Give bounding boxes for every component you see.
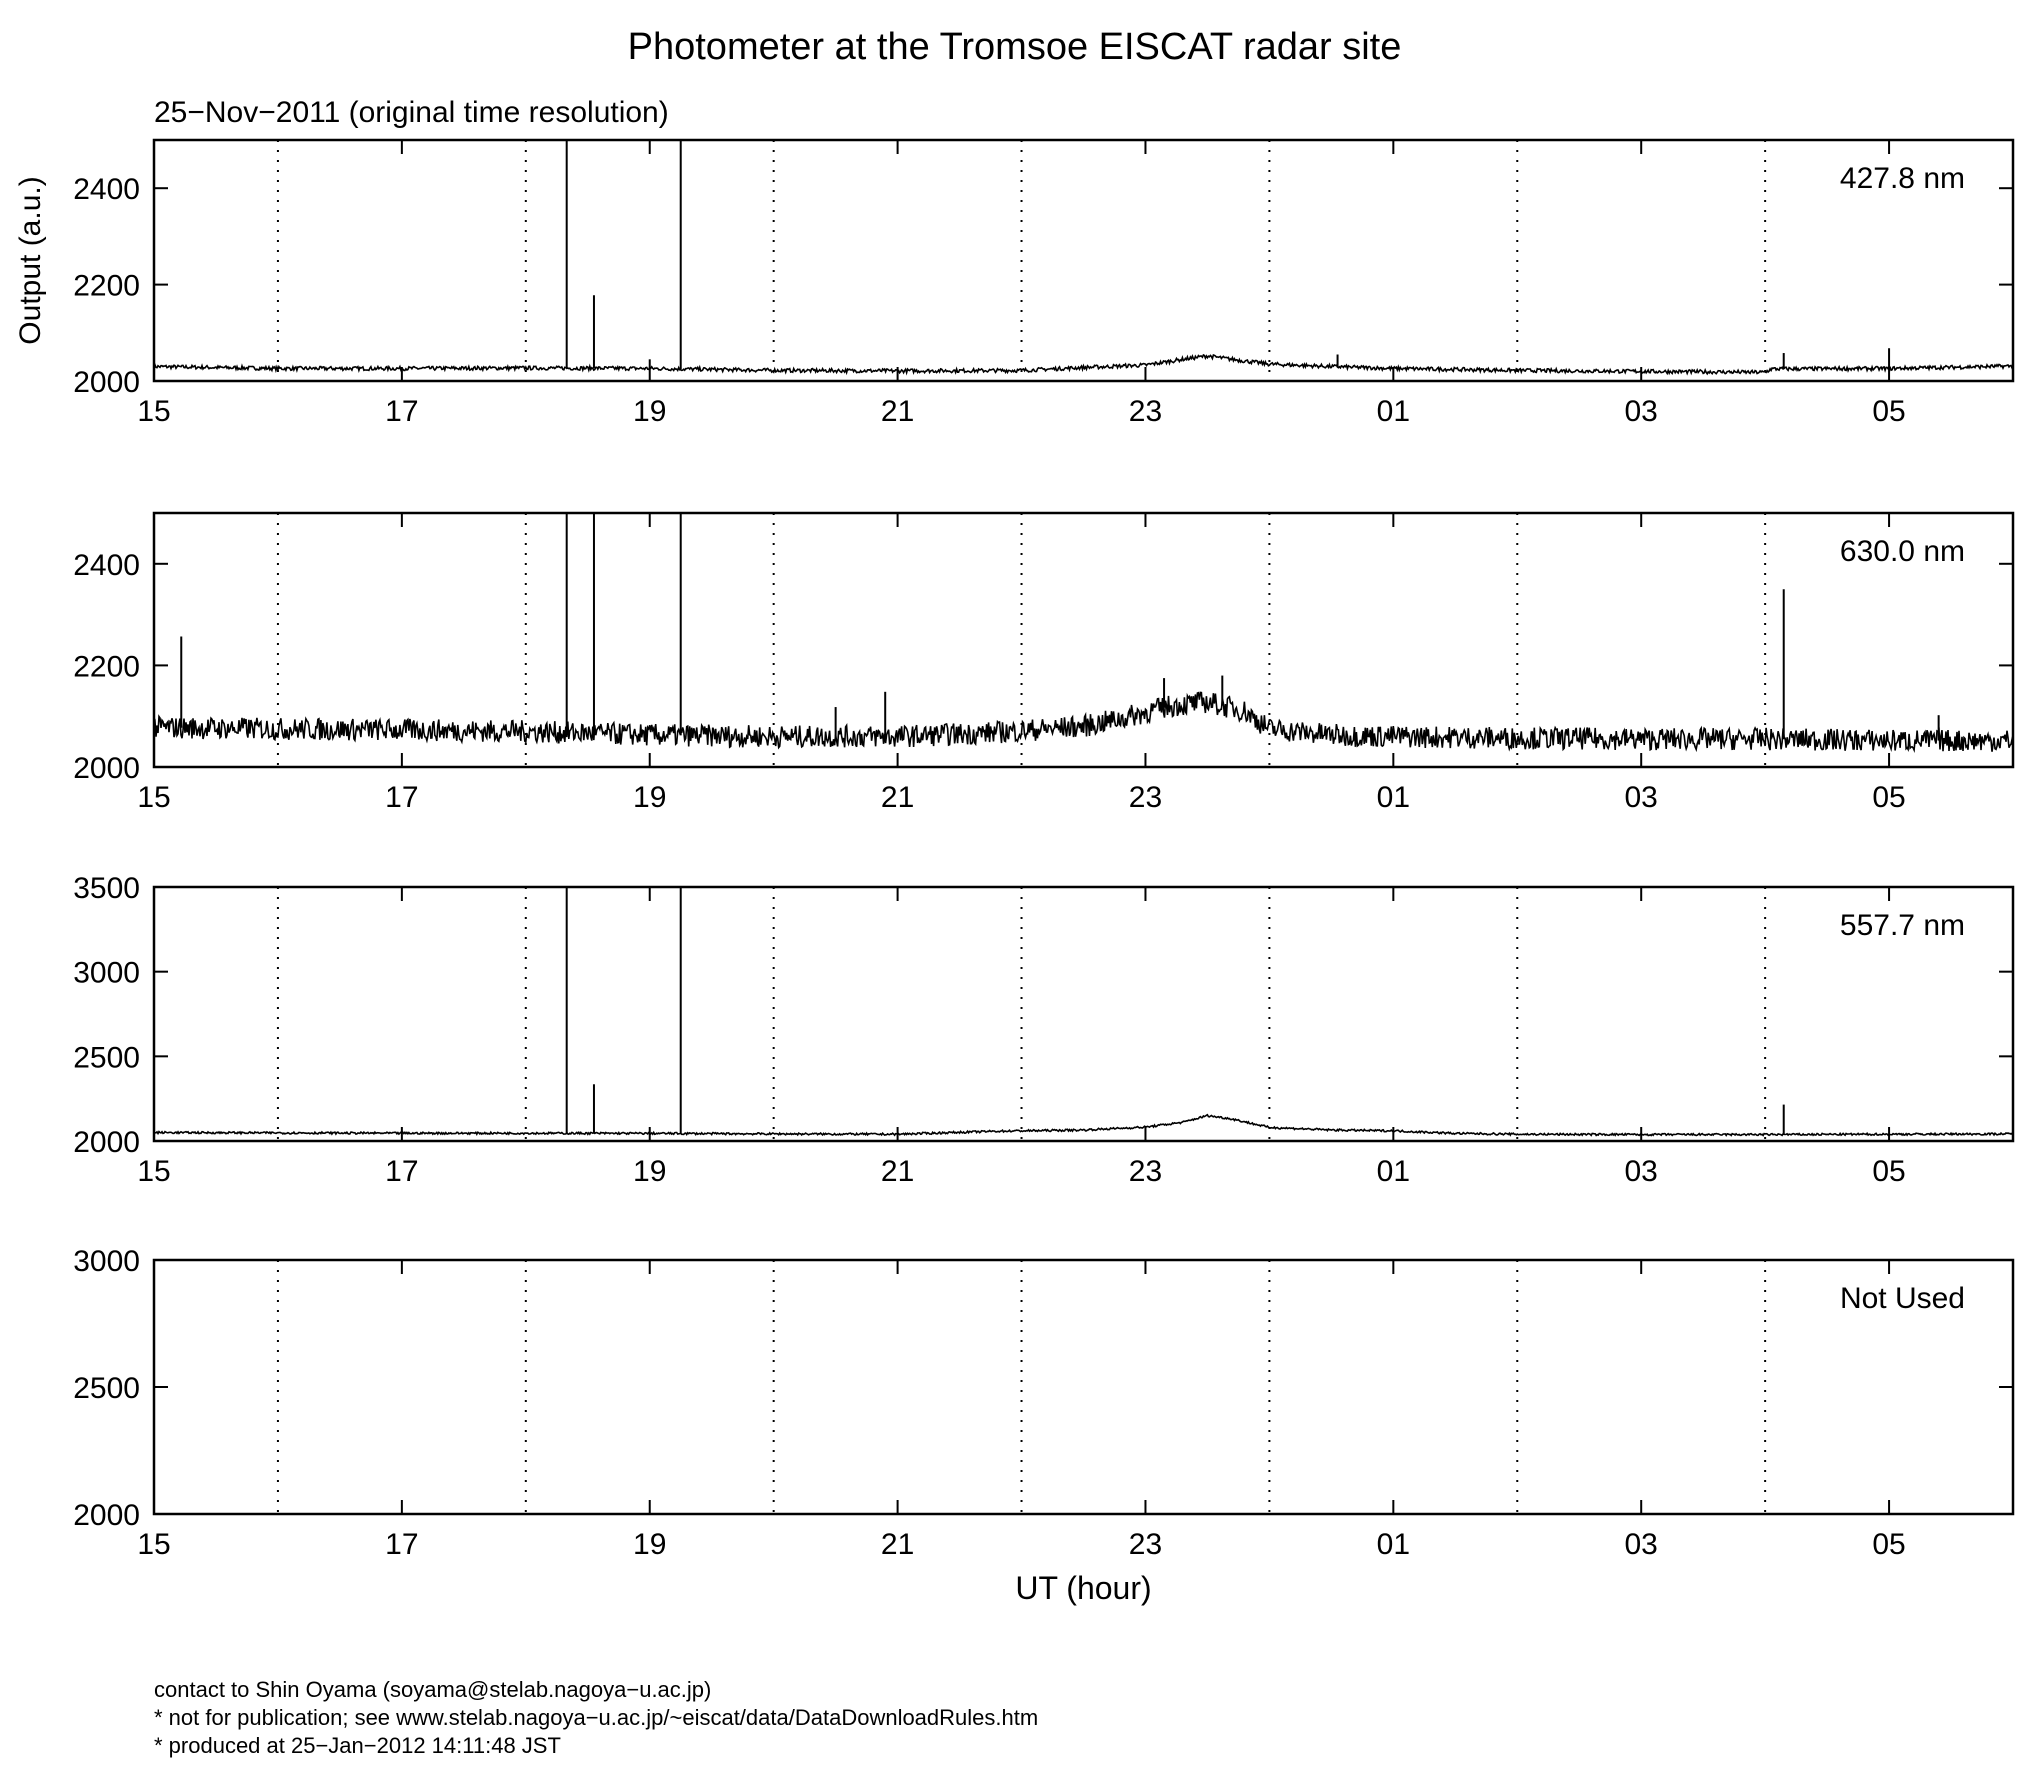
panel-2-x-tick-label: 17 xyxy=(385,781,419,814)
panel-4-x-tick-label: 23 xyxy=(1128,1528,1163,1561)
panel-3-x-tick-label: 01 xyxy=(1376,1155,1411,1188)
panel-4-x-tick-label: 21 xyxy=(880,1528,915,1561)
panel-2-x-tick-label: 05 xyxy=(1872,781,1906,814)
panel-3-x-tick-label: 21 xyxy=(880,1155,915,1188)
panel-1-x-tick-label: 01 xyxy=(1376,395,1411,428)
panel-3-channel-label: 557.7 nm xyxy=(1839,909,1965,942)
panel-2-x-tick-label: 03 xyxy=(1624,781,1658,814)
panel-3-x-tick-label: 15 xyxy=(137,1155,171,1188)
panel-2-series-line xyxy=(154,692,2013,751)
panel-1-x-tick-label: 17 xyxy=(385,395,419,428)
panel-4-y-tick-label: 2000 xyxy=(73,1499,140,1532)
panel-1-frame xyxy=(154,140,2013,381)
panel-2-channel-label: 630.0 nm xyxy=(1839,535,1965,568)
footer-contact: contact to Shin Oyama (soyama@stelab.nagoya−u.ac.jp) xyxy=(154,1677,712,1702)
panel-3-frame xyxy=(154,887,2013,1141)
panel-3-x-tick-label: 03 xyxy=(1624,1155,1658,1188)
panel-2-x-tick-label: 23 xyxy=(1128,781,1163,814)
panel-4-y-tick-label: 3000 xyxy=(73,1245,140,1278)
panel-3-x-tick-label: 23 xyxy=(1128,1155,1163,1188)
panel-2-x-tick-label: 21 xyxy=(880,781,915,814)
panel-2-x-tick-label: 19 xyxy=(633,781,667,814)
panel-4-y-tick-label: 2500 xyxy=(73,1372,140,1405)
panel-1-y-tick-label: 2400 xyxy=(73,173,140,207)
panel-2-y-tick-label: 2000 xyxy=(73,752,140,785)
panel-4-x-tick-label: 03 xyxy=(1624,1528,1658,1561)
panel-3-x-tick-label: 05 xyxy=(1872,1155,1906,1188)
panel-1-y-tick-label: 2000 xyxy=(73,366,140,399)
panel-3-y-tick-label: 2000 xyxy=(73,1126,140,1159)
panel-1-series-line xyxy=(154,355,2013,374)
panel-1-channel-label: 427.8 nm xyxy=(1839,162,1965,195)
panel-4-x-tick-label: 17 xyxy=(385,1528,419,1561)
panel-1-x-tick-label: 15 xyxy=(137,395,171,428)
panel-4-channel-label: Not Used xyxy=(1839,1282,1965,1315)
panel-3-y-tick-label: 3000 xyxy=(73,956,140,990)
panel-4-x-tick-label: 01 xyxy=(1376,1528,1411,1561)
panel-3-series-line xyxy=(154,1115,2013,1136)
panel-2-y-tick-label: 2400 xyxy=(73,548,140,582)
panel-1-x-tick-label: 21 xyxy=(880,395,915,428)
panel-4-x-tick-label: 15 xyxy=(137,1528,171,1561)
footer-publication-note: * not for publication; see www.stelab.nagoya−u.ac.jp/~eiscat/data/DataDownloadRules.htm xyxy=(154,1705,1039,1730)
panel-4-frame xyxy=(154,1260,2013,1514)
panel-2-x-tick-label: 01 xyxy=(1376,781,1411,814)
panel-4-x-axis-label: UT (hour) xyxy=(1015,1570,1152,1606)
panel-3-x-tick-label: 19 xyxy=(633,1155,667,1188)
panel-1-x-tick-label: 03 xyxy=(1624,395,1658,428)
panel-1-x-tick-label: 05 xyxy=(1872,395,1906,428)
panel-1-y-tick-label: 2200 xyxy=(73,269,140,303)
panel-1-y-axis-label: Output (a.u.) xyxy=(14,176,47,345)
panel-1-x-tick-label: 19 xyxy=(633,395,667,428)
panel-4-x-tick-label: 05 xyxy=(1872,1528,1906,1561)
panel-3-x-tick-label: 17 xyxy=(385,1155,419,1188)
chart-title: Photometer at the Tromsoe EISCAT radar site xyxy=(627,26,1402,68)
footer-produced-at: * produced at 25−Jan−2012 14:11:48 JST xyxy=(154,1733,561,1758)
chart-subtitle: 25−Nov−2011 (original time resolution) xyxy=(154,96,669,129)
panel-2-y-tick-label: 2200 xyxy=(73,650,140,684)
panel-2-x-tick-label: 15 xyxy=(137,781,171,814)
panel-1-x-tick-label: 23 xyxy=(1128,395,1163,428)
panel-3-y-tick-label: 2500 xyxy=(73,1041,140,1075)
panel-4-x-tick-label: 19 xyxy=(633,1528,667,1561)
panel-3-y-tick-label: 3500 xyxy=(73,872,140,905)
